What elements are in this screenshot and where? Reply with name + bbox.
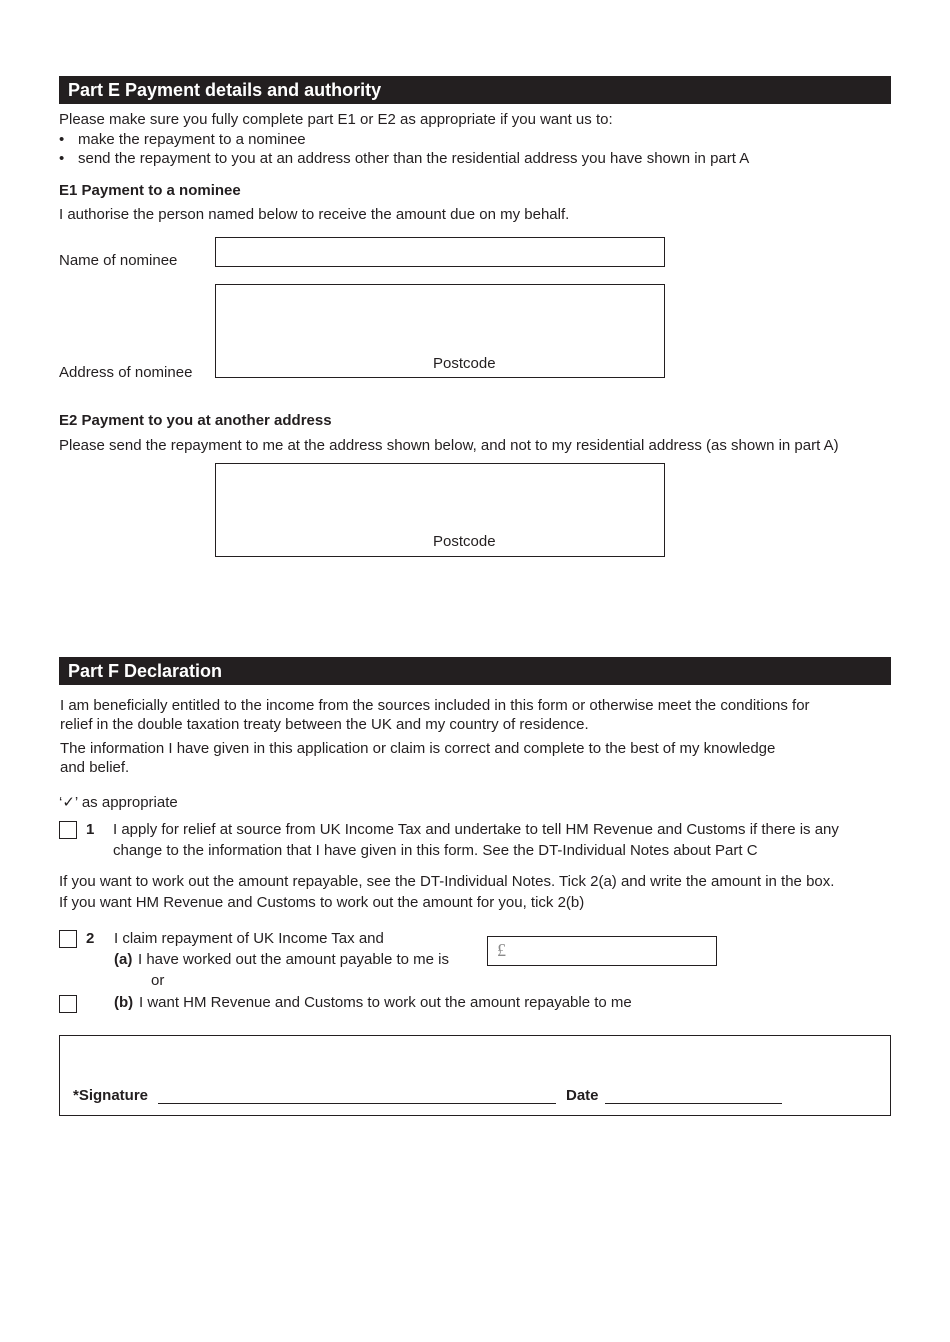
part-e-header: Part E Payment details and authority	[59, 76, 891, 104]
part-e-intro: Please make sure you fully complete part E1 or E2 as appropriate if you want us to:	[59, 111, 613, 128]
item-2b-text: I want HM Revenue and Customs to work out the amount repayable to me	[139, 994, 632, 1011]
item-1-line2: change to the information that I have given in this form. See the DT-Individual Notes about Part C	[113, 842, 758, 859]
nominee-address-input[interactable]	[215, 284, 665, 378]
bullet-marker: •	[59, 131, 65, 148]
tick-note: ‘✓’ as appropriate	[59, 794, 178, 811]
signature-line[interactable]	[158, 1103, 556, 1104]
pound-sign-icon: £	[497, 940, 506, 960]
relief-at-source-checkbox[interactable]	[59, 821, 77, 839]
part-f-header: Part F Declaration	[59, 657, 891, 685]
other-address-input[interactable]	[215, 463, 665, 557]
declaration-para2-line1: The information I have given in this application or claim is correct and complete to the best of my knowledge	[60, 740, 776, 757]
address-of-nominee-label: Address of nominee	[59, 364, 193, 381]
signature-label: *Signature	[73, 1087, 149, 1104]
claim-repayment-2b-checkbox[interactable]	[59, 995, 77, 1013]
nominee-name-input[interactable]	[215, 237, 665, 267]
claim-repayment-2a-checkbox[interactable]	[59, 930, 77, 948]
declaration-para1-line2: relief in the double taxation treaty between the UK and my country of residence.	[60, 716, 589, 733]
bullet-item-other-address: send the repayment to you at an address other than the residential address you have shown in part A	[78, 150, 750, 167]
declaration-para2-line2: and belief.	[60, 759, 130, 776]
e2-heading: E2 Payment to you at another address	[59, 412, 332, 429]
item-1-line1: I apply for relief at source from UK Income Tax and undertake to tell HM Revenue and Customs if there is any	[113, 821, 839, 838]
postcode-label: Postcode	[433, 355, 496, 372]
declaration-para1-line1: I am beneficially entitled to the income from the sources included in this form or otherwise meet the conditions for	[60, 697, 810, 714]
bullet-marker: •	[59, 150, 65, 167]
item-2-or: or	[151, 972, 165, 989]
item-2-line1: I claim repayment of UK Income Tax and	[114, 930, 384, 947]
item-2a-text: I have worked out the amount payable to me is	[138, 951, 450, 968]
date-label: Date	[566, 1087, 599, 1104]
item-2b-label: (b)	[114, 994, 134, 1011]
postcode-label: Postcode	[433, 533, 496, 550]
repay-note-line1: If you want to work out the amount repayable, see the DT-Individual Notes. Tick 2(a) and write the amount in the box.	[59, 873, 835, 890]
item-2a-label: (a)	[114, 951, 133, 968]
e1-text: I authorise the person named below to receive the amount due on my behalf.	[59, 206, 570, 223]
date-line[interactable]	[605, 1103, 782, 1104]
e2-text: Please send the repayment to me at the address shown below, and not to my residential address (as shown in part A)	[59, 437, 839, 454]
amount-input[interactable]	[487, 936, 717, 966]
item-1-number: 1	[86, 821, 95, 838]
signature-box	[59, 1035, 891, 1116]
name-of-nominee-label: Name of nominee	[59, 252, 178, 269]
repay-note-line2: If you want HM Revenue and Customs to work out the amount for you, tick 2(b)	[59, 894, 585, 911]
item-2-number: 2	[86, 930, 95, 947]
e1-heading: E1 Payment to a nominee	[59, 182, 241, 199]
bullet-item-nominee: make the repayment to a nominee	[78, 131, 306, 148]
